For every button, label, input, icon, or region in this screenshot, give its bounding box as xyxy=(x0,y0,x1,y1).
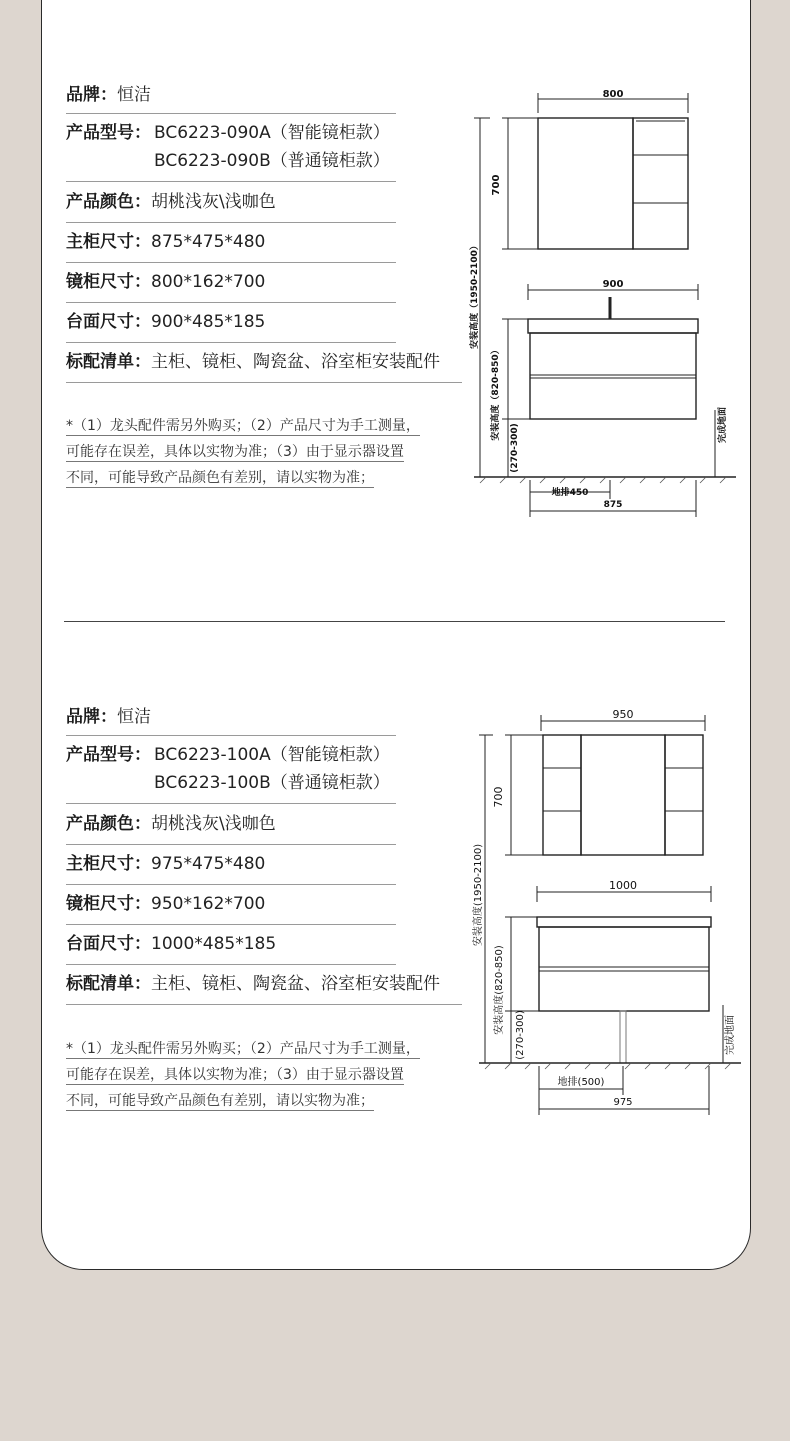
model-a: BC6223-100A（智能镜柜款） xyxy=(154,745,390,765)
brand-label: 品牌： xyxy=(66,707,117,727)
top-width-label: 1000 xyxy=(609,879,637,892)
disclaimer-note xyxy=(66,413,466,491)
drain-label: 地排(500) xyxy=(557,1077,605,1088)
mirror-size-label: 镜柜尺寸： xyxy=(66,894,151,914)
kit-label: 标配清单： xyxy=(66,352,151,372)
brand-row xyxy=(66,81,396,114)
color-value: 胡桃浅灰\浅咖色 xyxy=(151,192,276,212)
color-row xyxy=(66,188,396,223)
mirror-size-value: 950*162*700 xyxy=(151,894,266,914)
mirror-height-label: 700 xyxy=(492,786,505,808)
top-size-value: 900*485*185 xyxy=(151,312,266,332)
model-label: 产品型号： xyxy=(66,123,151,143)
mirror-width-label: 800 xyxy=(602,89,624,100)
note-line-3: 不同，可能导致产品颜色有差别，请以实物为准； xyxy=(66,470,374,486)
top-size-row xyxy=(66,930,396,965)
brand-value: 恒洁 xyxy=(117,85,151,105)
install-height-label: 安装高度（820-850） xyxy=(491,345,501,441)
color-row xyxy=(66,810,396,845)
main-size-label: 主柜尺寸： xyxy=(66,232,151,252)
base-width-label: 975 xyxy=(613,1097,633,1108)
top-width-label: 900 xyxy=(602,279,624,290)
note-line-3: 不同，可能导致产品颜色有差别，请以实物为准； xyxy=(66,1093,374,1109)
top-size-value: 1000*485*185 xyxy=(151,934,277,954)
mirror-size-value: 800*162*700 xyxy=(151,272,266,292)
top-size-row xyxy=(66,308,396,343)
main-size-value: 975*475*480 xyxy=(151,854,266,874)
mirror-size-row xyxy=(66,890,396,925)
color-value: 胡桃浅灰\浅咖色 xyxy=(151,814,276,834)
base-width-label: 875 xyxy=(603,500,623,510)
main-size-row xyxy=(66,228,396,263)
kit-label: 标配清单： xyxy=(66,974,151,994)
top-size-label: 台面尺寸： xyxy=(66,934,151,954)
note-line-1: *（1）龙头配件需另外购买；（2）产品尺寸为手工测量， xyxy=(66,418,420,434)
top-size-label: 台面尺寸： xyxy=(66,312,151,332)
brand-value: 恒洁 xyxy=(117,707,151,727)
dimension-diagram-1 xyxy=(460,85,740,525)
range-label: (270-300) xyxy=(510,423,520,473)
kit-value: 主柜、镜柜、陶瓷盆、浴室柜安装配件 xyxy=(151,352,440,372)
kit-row xyxy=(66,348,462,383)
brand-label: 品牌： xyxy=(66,85,117,105)
disclaimer-note xyxy=(66,1036,466,1114)
color-label: 产品颜色： xyxy=(66,192,151,212)
range-label: (270-300) xyxy=(515,1010,526,1060)
install-height-label: 安装高度(820-850) xyxy=(494,945,505,1035)
kit-row xyxy=(66,970,462,1005)
main-size-value: 875*475*480 xyxy=(151,232,266,252)
model-b: BC6223-090B（普通镜柜款） xyxy=(154,151,390,171)
kit-value: 主柜、镜柜、陶瓷盆、浴室柜安装配件 xyxy=(151,974,440,994)
main-size-label: 主柜尺寸： xyxy=(66,854,151,874)
install-total-label: 安装高度（1950-2100） xyxy=(470,241,480,349)
color-label: 产品颜色： xyxy=(66,814,151,834)
model-label: 产品型号： xyxy=(66,745,151,765)
main-size-row xyxy=(66,850,396,885)
drain-label: 地排450 xyxy=(551,488,589,498)
model-b: BC6223-100B（普通镜柜款） xyxy=(154,773,390,793)
dimension-diagram-2 xyxy=(465,705,745,1125)
install-total-label: 安装高度(1950-2100) xyxy=(473,843,484,947)
floor-label: 完成地面 xyxy=(718,406,728,444)
mirror-width-label: 950 xyxy=(612,708,634,721)
note-line-1: *（1）龙头配件需另外购买；（2）产品尺寸为手工测量， xyxy=(66,1041,420,1057)
floor-label: 完成地面 xyxy=(725,1015,736,1055)
note-line-2: 可能存在误差，具体以实物为准；（3）由于显示器设置 xyxy=(66,444,404,460)
mirror-height-label: 700 xyxy=(491,174,502,196)
brand-row xyxy=(66,703,396,736)
mirror-size-label: 镜柜尺寸： xyxy=(66,272,151,292)
section-divider xyxy=(64,621,725,622)
model-a: BC6223-090A（智能镜柜款） xyxy=(154,123,390,143)
note-line-2: 可能存在误差，具体以实物为准；（3）由于显示器设置 xyxy=(66,1067,404,1083)
mirror-size-row xyxy=(66,268,396,303)
